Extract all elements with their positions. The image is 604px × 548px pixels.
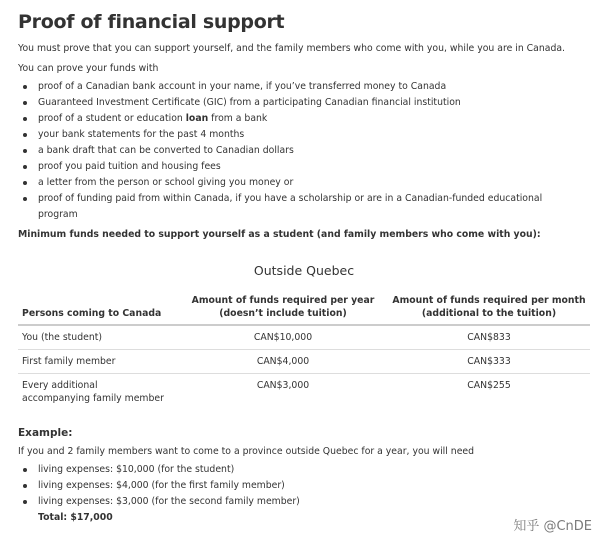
example-intro: If you and 2 family members want to come to a province outside Quebec for a year, you will need	[18, 446, 475, 457]
cell-year: CAN$3,000	[256, 380, 310, 391]
bullet-icon	[23, 149, 27, 153]
list-item: your bank statements for the past 4 months	[18, 127, 590, 143]
loan-link-text: loan	[185, 113, 209, 124]
list-item: proof of a Canadian bank account in your name, if you’ve transferred money to Canada	[18, 79, 590, 95]
bullet-icon	[23, 101, 27, 105]
list-item: living expenses: $10,000 (for the student)	[18, 462, 590, 478]
table-row	[18, 325, 590, 350]
table-header-row	[18, 290, 590, 325]
header-per-month: Amount of funds required per month (additional to the tuition)	[384, 290, 590, 325]
cell-month: CAN$833	[384, 325, 590, 350]
list-item: proof of funding paid from within Canada, if you have a scholarship or are in a Canadian-funded educational program	[18, 191, 590, 223]
intro-text: You must prove that you can support yourself, and the family members who come with you, while you are in Canada.	[18, 43, 566, 54]
example-list	[18, 462, 590, 510]
watermark: 知乎 @CnDE	[513, 519, 592, 534]
header-persons: Persons coming to Canada	[18, 290, 178, 325]
cell-person: Every additional accompanying family member	[22, 380, 164, 404]
bullet-icon	[23, 484, 27, 488]
bullet-icon	[23, 197, 27, 201]
table-title: Outside Quebec	[253, 263, 355, 278]
min-funds-heading: Minimum funds needed to support yourself as a student (and family members who come with you):	[18, 229, 541, 240]
table-row	[18, 374, 590, 411]
funds-table	[18, 290, 590, 410]
list-item: proof you paid tuition and housing fees	[18, 159, 590, 175]
list-item: living expenses: $3,000 (for the second family member)	[18, 494, 590, 510]
bullet-icon	[23, 500, 27, 504]
bullet-icon	[23, 181, 27, 185]
list-item: a bank draft that can be converted to Canadian dollars	[18, 143, 590, 159]
list-item: living expenses: $4,000 (for the first family member)	[18, 478, 590, 494]
page-title: Proof of financial support	[18, 11, 285, 33]
list-item: proof of a student or education loan from a bank	[18, 111, 590, 127]
funds-list	[18, 79, 590, 223]
table-row	[18, 350, 590, 374]
cell-year: CAN$4,000	[178, 350, 384, 374]
bullet-icon	[23, 468, 27, 472]
cell-person: You (the student)	[18, 325, 178, 350]
list-item: Guaranteed Investment Certificate (GIC) from a participating Canadian financial institution	[18, 95, 590, 111]
bullet-icon	[23, 165, 27, 169]
example-heading: Example:	[18, 427, 73, 439]
bullet-icon	[23, 85, 27, 89]
total-amount: Total: $17,000	[38, 512, 113, 523]
cell-month: CAN$255	[467, 380, 511, 391]
cell-month: CAN$333	[384, 350, 590, 374]
prove-intro-text: You can prove your funds with	[18, 63, 159, 74]
list-item: a letter from the person or school giving you money or	[18, 175, 590, 191]
page-content	[18, 0, 590, 525]
bullet-icon	[23, 117, 27, 121]
bullet-icon	[23, 133, 27, 137]
cell-person: First family member	[18, 350, 178, 374]
cell-year: CAN$10,000	[178, 325, 384, 350]
header-per-year: Amount of funds required per year (doesn’t include tuition)	[178, 290, 384, 325]
